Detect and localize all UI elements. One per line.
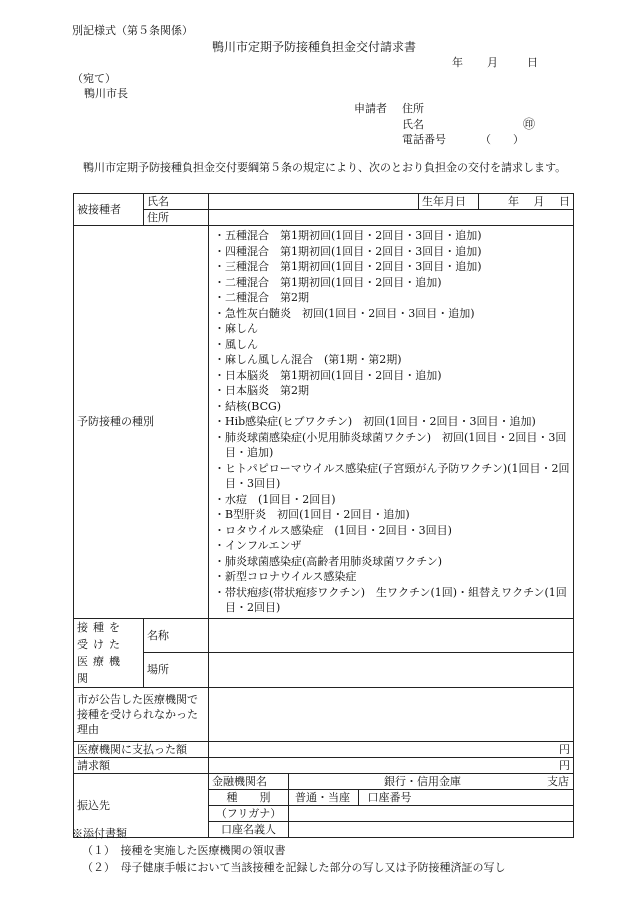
dob-label: 生年月日: [419, 194, 479, 210]
patient-address-field[interactable]: [209, 210, 574, 226]
vaccine-item[interactable]: ・ 三種混合 第1期初回(1回目・2回目・3回目・追加): [214, 259, 570, 275]
paid-amount-label: 医療機関に支払った額: [74, 741, 209, 757]
applicant-phone-label: 電話番号: [402, 133, 446, 146]
vaccine-item[interactable]: ・ 結核(BCG): [214, 399, 570, 415]
form-identifier: 別記様式（第５条関係）: [72, 24, 193, 37]
bank-name-label: 金融機関名: [209, 773, 289, 789]
vaccine-item[interactable]: ・ 帯状疱疹(帯状疱疹ワクチン) 生ワクチン(1回)・組替えワクチン(1回目・2回目): [214, 585, 570, 616]
applicant-label: 申請者: [354, 102, 387, 115]
transfer-label: 振込先: [74, 773, 209, 837]
vaccine-type-label: 予防接種の種別: [74, 226, 209, 619]
date-year-label: 年: [452, 56, 463, 69]
vaccine-item[interactable]: ・ 四種混合 第1期初回(1回目・2回目・3回目・追加): [214, 244, 570, 260]
paid-amount-field[interactable]: [209, 741, 574, 757]
branch-label: 支店: [547, 774, 569, 788]
dob-field[interactable]: 年 月 日: [479, 194, 574, 210]
yen-unit: 円: [559, 742, 570, 756]
account-number-label: 口座番号: [367, 790, 412, 804]
vaccine-item[interactable]: ・ 急性灰白髄炎 初回(1回目・2回目・3回目・追加): [214, 306, 570, 322]
facility-name-field[interactable]: [209, 618, 574, 653]
vaccine-item[interactable]: ・ 二種混合 第2期: [214, 290, 570, 306]
vaccine-item[interactable]: ・ 風しん: [214, 337, 570, 353]
vaccine-item[interactable]: ・ 肺炎球菌感染症(小児用肺炎球菌ワクチン) 初回(1回目・2回目・3回目・追加): [214, 430, 570, 461]
vaccine-item[interactable]: ・ 麻しん: [214, 321, 570, 337]
patient-address-label: 住所: [144, 210, 209, 226]
furigana-field[interactable]: [289, 805, 574, 821]
vaccine-item[interactable]: ・ 麻しん風しん混合 (第1期・第2期): [214, 352, 570, 368]
account-holder-label: 口座名義人: [209, 821, 289, 837]
account-type-label: 種 別: [209, 789, 289, 805]
vaccine-item[interactable]: ・ 五種混合 第1期初回(1回目・2回目・3回目・追加): [214, 228, 570, 244]
document-title: 鴨川市定期予防接種負担金交付請求書: [212, 40, 417, 54]
furigana-label: （フリガナ）: [209, 805, 289, 821]
bank-type-options: 銀行・信用金庫: [384, 774, 461, 788]
vaccine-item[interactable]: ・ ヒトパピローマウイルス感染症(子宮頸がん予防ワクチン)(1回目・2回目・3回目): [214, 461, 570, 492]
vaccine-item[interactable]: ・ 水痘 (1回目・2回目): [214, 492, 570, 508]
vaccine-item[interactable]: ・ 日本脳炎 第1期初回(1回目・2回目・追加): [214, 368, 570, 384]
vaccine-item[interactable]: ・ Hib感染症(ヒブワクチン) 初回(1回目・2回目・3回目・追加): [214, 414, 570, 430]
attachments-section: [72, 825, 612, 876]
vaccine-item[interactable]: ・ 二種混合 第1期初回(1回目・2回目・追加): [214, 275, 570, 291]
claim-amount-label: 請求額: [74, 757, 209, 773]
date-month-label: 月: [487, 56, 498, 69]
claim-amount-field[interactable]: [209, 757, 574, 773]
yen-unit: 円: [559, 758, 570, 772]
patient-name-label: 氏名: [144, 194, 209, 210]
facility-location-label: 場所: [144, 653, 209, 688]
attachment-item: （１） 接種を実施した医療機関の領収書: [82, 844, 286, 857]
request-form-table: [73, 193, 574, 838]
addressee-prefix: （宛て）: [72, 72, 116, 85]
facility-name-label: 名称: [144, 618, 209, 653]
attachment-item: （２） 母子健康手帳において当該接種を記録した部分の写し又は予防接種済証の写し: [82, 861, 506, 874]
patient-label: 被接種者: [74, 194, 144, 226]
date-day-label: 日: [527, 56, 538, 69]
vaccine-list: [214, 226, 570, 618]
facility-label: 接種を受けた医療機関: [74, 618, 144, 687]
seal-mark: ㊞: [523, 117, 536, 131]
vaccine-type-cell: [209, 226, 574, 619]
vaccine-item[interactable]: ・ B型肝炎 初回(1回目・2回目・追加): [214, 507, 570, 523]
reason-field[interactable]: [209, 687, 574, 741]
applicant-phone-paren: （ ）: [480, 133, 524, 146]
vaccine-item[interactable]: ・ 日本脳炎 第2期: [214, 383, 570, 399]
vaccine-item[interactable]: ・ インフルエンザ: [214, 538, 570, 554]
bank-name-field[interactable]: [289, 773, 574, 789]
applicant-name-label: 氏名: [402, 118, 424, 131]
patient-name-field[interactable]: [209, 194, 419, 210]
vaccine-item[interactable]: ・ ロタウイルス感染症 (1回目・2回目・3回目): [214, 523, 570, 539]
attachments-title: ※添付書類: [72, 827, 127, 840]
addressee: 鴨川市長: [84, 87, 128, 100]
vaccine-item[interactable]: ・ 肺炎球菌感染症(高齢者用肺炎球菌ワクチン): [214, 554, 570, 570]
applicant-address-label: 住所: [402, 102, 424, 115]
vaccine-item[interactable]: ・ 新型コロナウイルス感染症: [214, 569, 570, 585]
facility-location-field[interactable]: [209, 653, 574, 688]
reason-label: 市が公告した医療機関で接種を受けられなかった理由: [74, 687, 209, 741]
account-type-options[interactable]: 普通・当座: [289, 790, 359, 805]
intro-paragraph: 鴨川市定期予防接種負担金交付要綱第５条の規定により、次のとおり負担金の交付を請求します。: [83, 161, 567, 174]
account-type-cell: [289, 789, 574, 805]
